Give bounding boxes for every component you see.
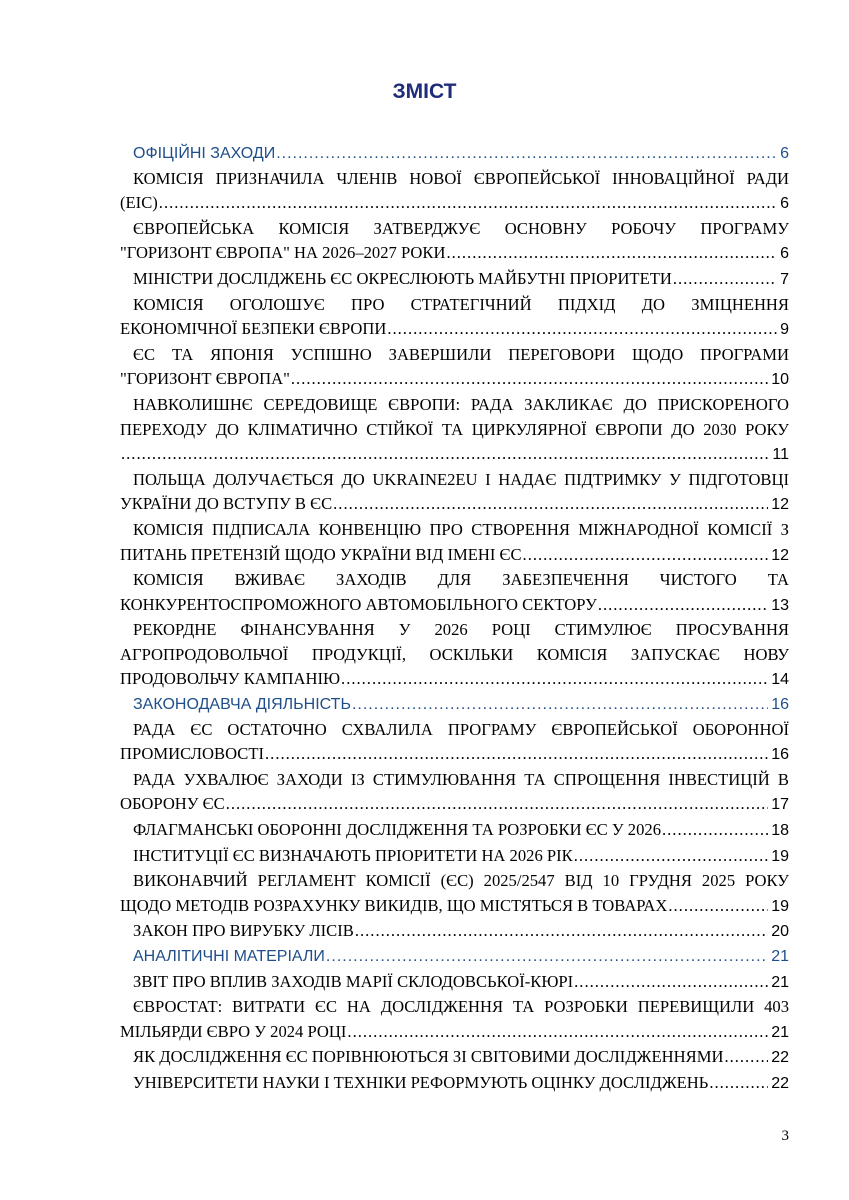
toc-page-number: 9	[780, 321, 789, 339]
toc-entry-text: АГРОПРОДОВОЛЬЧОЇ ПРОДУКЦІЇ, ОСКІЛЬКИ КОМІСІЯ ЗАПУСКАЄ НОВУ	[120, 644, 789, 664]
toc-entry[interactable]	[120, 970, 789, 996]
toc-entry-text: ЕКОНОМІЧНОЇ БЕЗПЕКИ ЄВРОПИ	[120, 319, 387, 339]
dot-leader	[724, 1045, 768, 1070]
toc-entry-text: ЗАКОН ПРО ВИРУБКУ ЛІСІВ	[133, 921, 354, 941]
dot-leader	[523, 543, 769, 568]
toc-entry-text: ЗВІТ ПРО ВПЛИВ ЗАХОДІВ МАРІЇ СКЛОДОВСЬКОЇ-КЮРІ	[133, 971, 574, 991]
toc-entry-text: ПИТАНЬ ПРЕТЕНЗІЙ ЩОДО УКРАЇНИ ВІД ІМЕНІ ЄС	[120, 544, 522, 564]
toc-page-number: 6	[780, 145, 789, 162]
toc-entry-text: ОФІЦІЙНІ ЗАХОДИ	[133, 145, 276, 162]
toc-section-heading[interactable]	[120, 693, 789, 718]
toc-page-number: 6	[780, 245, 789, 263]
toc-entry[interactable]	[120, 618, 789, 693]
toc-entry[interactable]	[120, 995, 789, 1045]
toc-page-number: 7	[780, 270, 789, 288]
toc-page-number: 21	[771, 1023, 789, 1041]
toc-entry[interactable]	[120, 568, 789, 618]
toc-entry-text: "ГОРИЗОНТ ЄВРОПА" НА 2026–2027 РОКИ	[120, 243, 446, 263]
toc-page-number: 10	[771, 371, 789, 389]
toc-entry[interactable]	[120, 267, 789, 293]
toc-page-number: 19	[771, 847, 789, 865]
dot-leader	[355, 919, 768, 944]
toc-page-number: 18	[771, 822, 789, 840]
dot-leader	[662, 818, 768, 843]
toc-section-heading[interactable]	[120, 142, 789, 167]
toc-page-number: 12	[771, 546, 789, 564]
toc-entry-text: МІНІСТРИ ДОСЛІДЖЕНЬ ЄС ОКРЕСЛЮЮТЬ МАЙБУТНІ ПРІОРИТЕТИ	[133, 268, 672, 288]
toc-entry[interactable]	[120, 393, 789, 468]
toc-entry-text: ЯК ДОСЛІДЖЕННЯ ЄС ПОРІВНЮЮТЬСЯ ЗІ СВІТОВИМИ ДОСЛІДЖЕННЯМИ	[133, 1047, 724, 1067]
toc-entry-text: ПРОМИСЛОВОСТІ	[120, 744, 265, 764]
toc-entry[interactable]	[120, 1045, 789, 1071]
toc-page-number: 14	[771, 671, 789, 689]
toc-entry-text: АНАЛІТИЧНІ МАТЕРІАЛИ	[133, 948, 325, 965]
dot-leader	[387, 317, 777, 342]
dot-leader	[291, 367, 768, 392]
toc-section-heading[interactable]	[120, 945, 789, 970]
toc-entry-text: КОМІСІЯ ПРИЗНАЧИЛА ЧЛЕНІВ НОВОЇ ЄВРОПЕЙСЬКОЇ ІННОВАЦІЙНОЇ РАДИ	[133, 168, 789, 188]
toc-entry-text: ЄВРОСТАТ: ВИТРАТИ ЄС НА ДОСЛІДЖЕННЯ ТА РОЗРОБКИ ПЕРЕВИЩИЛИ 403	[133, 997, 789, 1017]
toc-page-number: 21	[771, 973, 789, 991]
toc-page-number: 6	[780, 195, 789, 213]
toc-page-number: 16	[771, 746, 789, 764]
toc-entry[interactable]	[120, 768, 789, 818]
dot-leader	[347, 1020, 768, 1045]
toc-entry-text: РАДА ЄС ОСТАТОЧНО СХВАЛИЛА ПРОГРАМУ ЄВРОПЕЙСЬКОЇ ОБОРОННОЇ	[133, 719, 789, 739]
toc-entry-text: ПОЛЬЩА ДОЛУЧАЄТЬСЯ ДО UKRAINE2EU І НАДАЄ ПІДТРИМКУ У ПІДГОТОВЦІ	[133, 469, 789, 489]
toc-entry-text: КОНКУРЕНТОСПРОМОЖНОГО АВТОМОБІЛЬНОГО СЕКТОРУ	[120, 594, 597, 614]
toc-page-number: 12	[771, 496, 789, 514]
toc-entry[interactable]	[120, 468, 789, 518]
dot-leader	[333, 492, 768, 517]
dot-leader	[574, 844, 768, 869]
toc-page-number: 13	[771, 596, 789, 614]
dot-leader	[226, 792, 769, 817]
toc-entry-text: КОМІСІЯ ПІДПИСАЛА КОНВЕНЦІЮ ПРО СТВОРЕННЯ МІЖНАРОДНОЇ КОМІСІЇ З	[133, 519, 789, 539]
toc-entry[interactable]	[120, 718, 789, 768]
toc-entry-text: ЄВРОПЕЙСЬКА КОМІСІЯ ЗАТВЕРДЖУЄ ОСНОВНУ РОБОЧУ ПРОГРАМУ	[133, 218, 789, 238]
dot-leader	[709, 1071, 768, 1096]
toc-page-number: 22	[771, 1049, 789, 1067]
toc-entry-text: ПРОДОВОЛЬЧУ КАМПАНІЮ	[120, 669, 341, 689]
toc-entry-text: ЗАКОНОДАВЧА ДІЯЛЬНІСТЬ	[133, 696, 351, 714]
toc-entry[interactable]	[120, 818, 789, 844]
toc-entry[interactable]	[120, 217, 789, 267]
toc-entry-text: "ГОРИЗОНТ ЄВРОПА"	[120, 369, 290, 389]
toc-entry-text: ЄС ТА ЯПОНІЯ УСПІШНО ЗАВЕРШИЛИ ПЕРЕГОВОРИ ЩОДО ПРОГРАМИ	[133, 344, 789, 364]
toc-entry-text: НАВКОЛИШНЄ СЕРЕДОВИЩЕ ЄВРОПИ: РАДА ЗАКЛИКАЄ ДО ПРИСКОРЕНОГО	[133, 394, 789, 414]
dot-leader	[265, 742, 768, 767]
toc-entry-text: ІНСТИТУЦІЇ ЄС ВИЗНАЧАЮТЬ ПРІОРИТЕТИ НА 2026 РІК	[133, 845, 573, 865]
toc-entry[interactable]	[120, 343, 789, 393]
toc-title: ЗМІСТ	[392, 80, 457, 103]
toc-page-number: 11	[772, 446, 789, 464]
toc-entry[interactable]	[120, 1071, 789, 1097]
toc-entry[interactable]	[120, 167, 789, 217]
toc-entry-text: (EIC)	[120, 193, 158, 213]
toc-entry[interactable]	[120, 518, 789, 568]
toc-entry-text: ВИКОНАВЧИЙ РЕГЛАМЕНТ КОМІСІЇ (ЄС) 2025/2547 ВІД 10 ГРУДНЯ 2025 РОКУ	[133, 871, 789, 891]
toc-entry[interactable]	[120, 293, 789, 343]
toc-entry-text: КОМІСІЯ ВЖИВАЄ ЗАХОДІВ ДЛЯ ЗАБЕЗПЕЧЕННЯ ЧИСТОГО ТА	[133, 570, 789, 590]
toc-entry-text: МІЛЬЯРДИ ЄВРО У 2024 РОЦІ	[120, 1021, 347, 1041]
toc-entry-text: РАДА УХВАЛЮЄ ЗАХОДИ ІЗ СТИМУЛЮВАННЯ ТА СПРОЩЕННЯ ІНВЕСТИЦІЙ В	[133, 769, 789, 789]
toc-entry-text: РЕКОРДНЕ ФІНАНСУВАННЯ У 2026 РОЦІ СТИМУЛЮЄ ПРОСУВАННЯ	[133, 620, 789, 640]
dot-leader	[673, 267, 777, 292]
dot-leader	[598, 593, 768, 618]
toc-page-number: 16	[771, 696, 789, 714]
toc-page-number: 20	[771, 923, 789, 941]
toc-entry-text: УНІВЕРСИТЕТИ НАУКИ І ТЕХНІКИ РЕФОРМУЮТЬ ОЦІНКУ ДОСЛІДЖЕНЬ	[133, 1072, 709, 1092]
toc-entry-text: ФЛАГМАНСЬКІ ОБОРОННІ ДОСЛІДЖЕННЯ ТА РОЗРОБКИ ЄС У 2026	[133, 820, 661, 840]
toc-entry-text: УКРАЇНИ ДО ВСТУПУ В ЄС	[120, 494, 333, 514]
page-number: 3	[781, 1128, 789, 1144]
dot-leader	[668, 894, 768, 919]
dot-leader	[352, 693, 768, 718]
dot-leader	[159, 191, 777, 216]
toc-entry[interactable]	[120, 869, 789, 919]
dot-leader	[446, 241, 777, 266]
toc-page-number: 17	[771, 796, 789, 814]
dot-leader	[276, 142, 777, 167]
toc-entry-text: КОМІСІЯ ОГОЛОШУЄ ПРО СТРАТЕГІЧНИЙ ПІДХІД ДО ЗМІЦНЕННЯ	[133, 294, 789, 314]
toc-entry[interactable]	[120, 844, 789, 870]
toc-entry-text: ОБОРОНУ ЄС	[120, 794, 225, 814]
dot-leader	[326, 945, 768, 970]
toc-page-number: 21	[771, 948, 789, 965]
dot-leader	[121, 442, 769, 467]
toc-entry-text: ПЕРЕХОДУ ДО КЛІМАТИЧНО СТІЙКОЇ ТА ЦИРКУЛЯРНОЇ ЄВРОПИ ДО 2030 РОКУ	[120, 419, 789, 439]
dot-leader	[574, 970, 768, 995]
dot-leader	[341, 667, 768, 692]
toc-page-number: 19	[771, 897, 789, 915]
table-of-contents	[120, 142, 789, 1097]
toc-page-number: 22	[771, 1074, 789, 1092]
toc-entry-text: ЩОДО МЕТОДІВ РОЗРАХУНКУ ВИКИДІВ, ЩО МІСТЯТЬСЯ В ТОВАРАХ	[120, 895, 668, 915]
toc-entry[interactable]	[120, 919, 789, 945]
